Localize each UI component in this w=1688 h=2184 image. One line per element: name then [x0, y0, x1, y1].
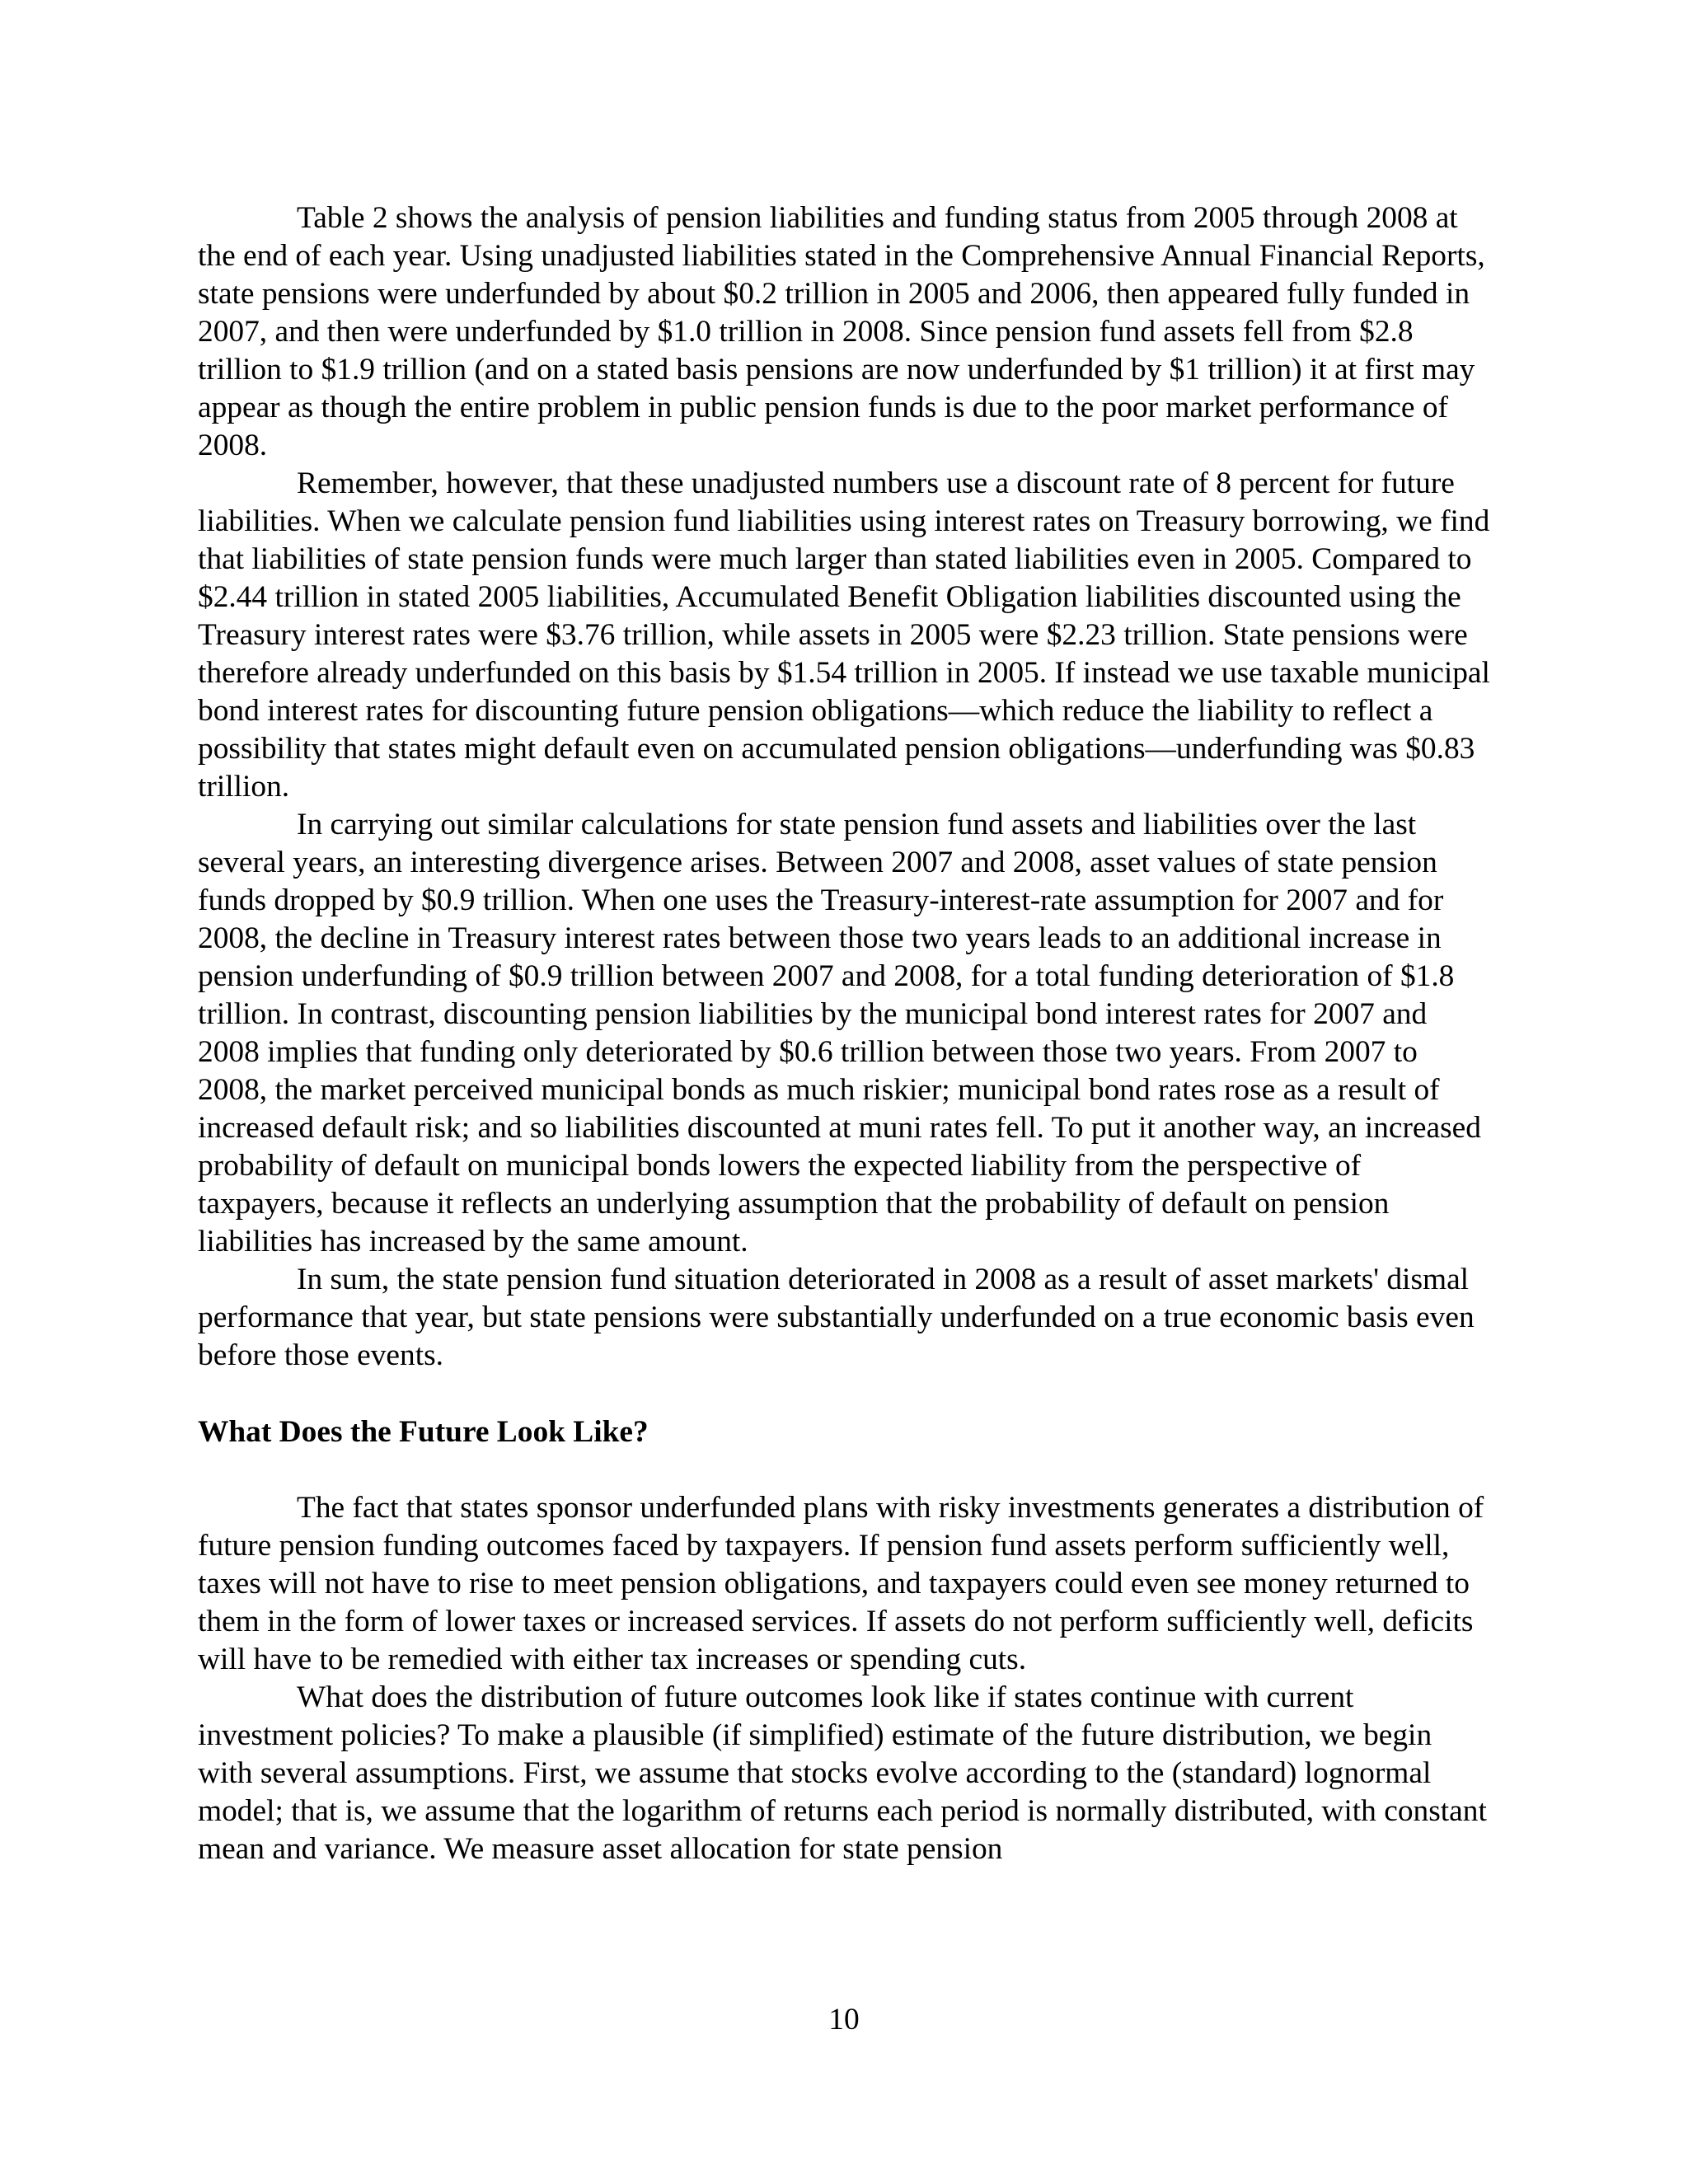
body-paragraph: Remember, however, that these unadjusted numbers use a discount rate of 8 percent for future liabilities. When we calculate pension fund liabilities using interest rates on Treasury borrowing, we find that liabilities of state pension funds were much larger than stated liabilities even in 2005. Compared to $2.44 trillion in stated 2005 liabilities, Accumulated Benefit Obligation liabilities discounted using the Treasury interest rates were $3.76 trillion, while assets in 2005 were $2.23 trillion. State pensions were therefore already underfunded on this basis by $1.54 trillion in 2005. If instead we use taxable municipal bond interest rates for discounting future pension obligations—which reduce the liability to reflect a possibility that states might default even on accumulated pension obligations—underfunding was $0.83 trillion.	[198, 466, 1490, 804]
body-paragraph: Table 2 shows the analysis of pension liabilities and funding status from 2005 through 2008 at the end of each year. Using unadjusted liabilities stated in the Comprehensive Annual Financial Reports, state pensions were underfunded by about $0.2 trillion in 2005 and 2006, then appeared fully funded in 2007, and then were underfunded by $1.0 trillion in 2008. Since pension fund assets fell from $2.8 trillion to $1.9 trillion (and on a stated basis pensions are now underfunded by $1 trillion) it at first may appear as though the entire problem in public pension funds is due to the poor market performance of 2008.	[198, 201, 1485, 462]
section-heading: What Does the Future Look Like?	[198, 1415, 649, 1449]
body-paragraph: In sum, the state pension fund situation deteriorated in 2008 as a result of asset markets' dismal performance that year, but state pensions were substantially underfunded on a true economic basis even before those events.	[198, 1263, 1475, 1372]
page-body	[198, 199, 1492, 1868]
page-number: 10	[828, 2003, 860, 2036]
body-paragraph: In carrying out similar calculations for state pension fund assets and liabilities over the last several years, an interesting divergence arises. Between 2007 and 2008, asset values of state pension funds dropped by $0.9 trillion. When one uses the Treasury-interest-rate assumption for 2007 and for 2008, the decline in Treasury interest rates between those two years leads to an additional increase in pension underfunding of $0.9 trillion between 2007 and 2008, for a total funding deterioration of $1.8 trillion. In contrast, discounting pension liabilities by the municipal bond interest rates for 2007 and 2008 implies that funding only deteriorated by $0.6 trillion between those two years. From 2007 to 2008, the market perceived municipal bonds as much riskier; municipal bond rates rose as a result of increased default risk; and so liabilities discounted at muni rates fell. To put it another way, an increased probability of default on municipal bonds lowers the expected liability from the perspective of taxpayers, because it reflects an underlying assumption that the probability of default on pension liabilities has increased by the same amount.	[198, 808, 1481, 1258]
body-paragraph: The fact that states sponsor underfunded plans with risky investments generates a distribution of future pension funding outcomes faced by taxpayers. If pension fund assets perform sufficiently well, taxes will not have to rise to meet pension obligations, and taxpayers could even see money returned to them in the form of lower taxes or increased services. If assets do not perform sufficiently well, deficits will have to be remedied with either tax increases or spending cuts.	[198, 1491, 1484, 1676]
body-paragraph: What does the distribution of future outcomes look like if states continue with current investment policies? To make a plausible (if simplified) estimate of the future distribution, we begin with several assumptions. First, we assume that stocks evolve according to the (standard) lognormal model; that is, we assume that the logarithm of returns each period is normally distributed, with constant mean and variance. We measure asset allocation for state pension	[198, 1680, 1487, 1866]
